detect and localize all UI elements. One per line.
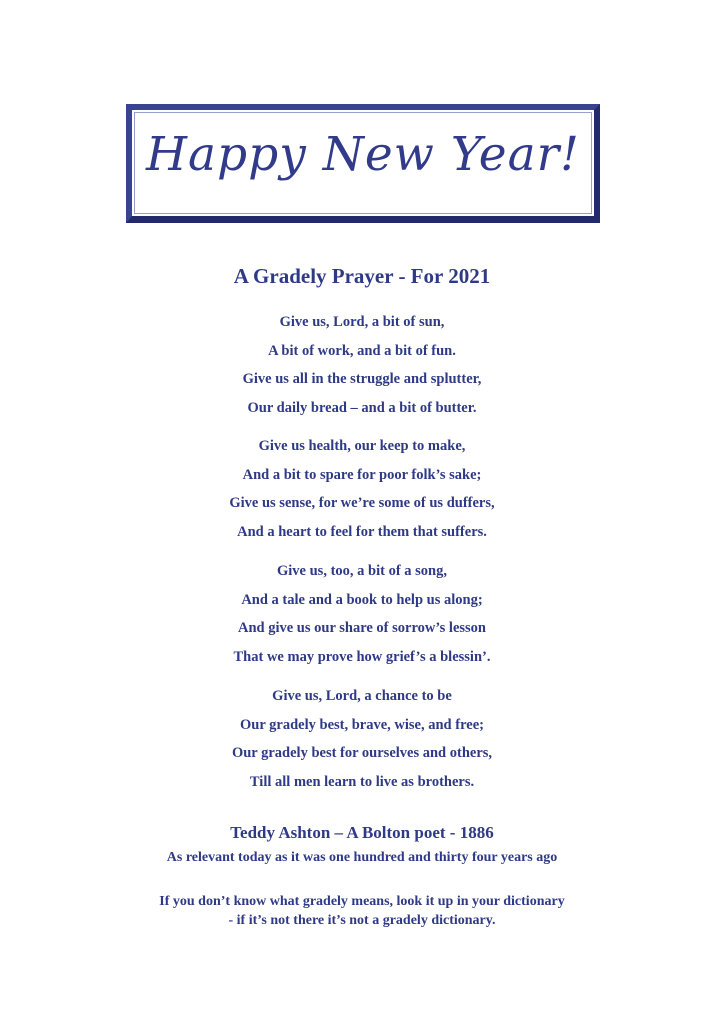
- poem-line: Give us health, our keep to make,: [258, 438, 466, 454]
- poem-line: That we may prove how grief’s a blessin’.: [233, 648, 491, 665]
- footnote-line-1: If you don’t know what gradely means, look it up in your dictionary: [159, 894, 565, 909]
- poem-title: A Gradely Prayer - For 2021: [233, 264, 491, 288]
- footnote-line-2: - if it’s not there it’s not a gradely dictionary.: [228, 913, 496, 928]
- poem-line: Give us, Lord, a bit of sun,: [279, 314, 445, 330]
- stanza-2: [0, 432, 724, 546]
- poem-line: Give us sense, for we’re some of us duffers,: [229, 495, 495, 511]
- poem-line: And a bit to spare for poor folk’s sake;: [242, 466, 482, 483]
- stanza-1: [0, 308, 724, 422]
- poem-line: Our gradely best, brave, wise, and free;: [240, 716, 484, 733]
- poem-line: Give us all in the struggle and splutter,: [242, 371, 482, 387]
- poem-line: A bit of work, and a bit of fun.: [268, 342, 456, 359]
- poem-line: And a heart to feel for them that suffers.: [237, 523, 487, 540]
- new-year-banner: [126, 104, 600, 223]
- poem-line: And a tale and a book to help us along;: [241, 591, 483, 608]
- relevance-note: As relevant today as it was one hundred and thirty four years ago: [166, 850, 558, 865]
- footnote: [0, 892, 724, 930]
- poem-line: Give us, too, a bit of a song,: [277, 563, 447, 579]
- poem-attribution: Teddy Ashton – A Bolton poet - 1886: [230, 823, 494, 842]
- poem-line: Till all men learn to live as brothers.: [249, 773, 475, 790]
- stanza-4: [0, 682, 724, 796]
- banner-title: Happy New Year!: [146, 127, 580, 182]
- poem-line: Our gradely best for ourselves and others,: [231, 745, 493, 761]
- poem-line: And give us our share of sorrow’s lesson: [237, 620, 486, 636]
- poem-line: Give us, Lord, a chance to be: [272, 688, 452, 704]
- poem-line: Our daily bread – and a bit of butter.: [247, 399, 477, 416]
- stanza-3: [0, 557, 724, 671]
